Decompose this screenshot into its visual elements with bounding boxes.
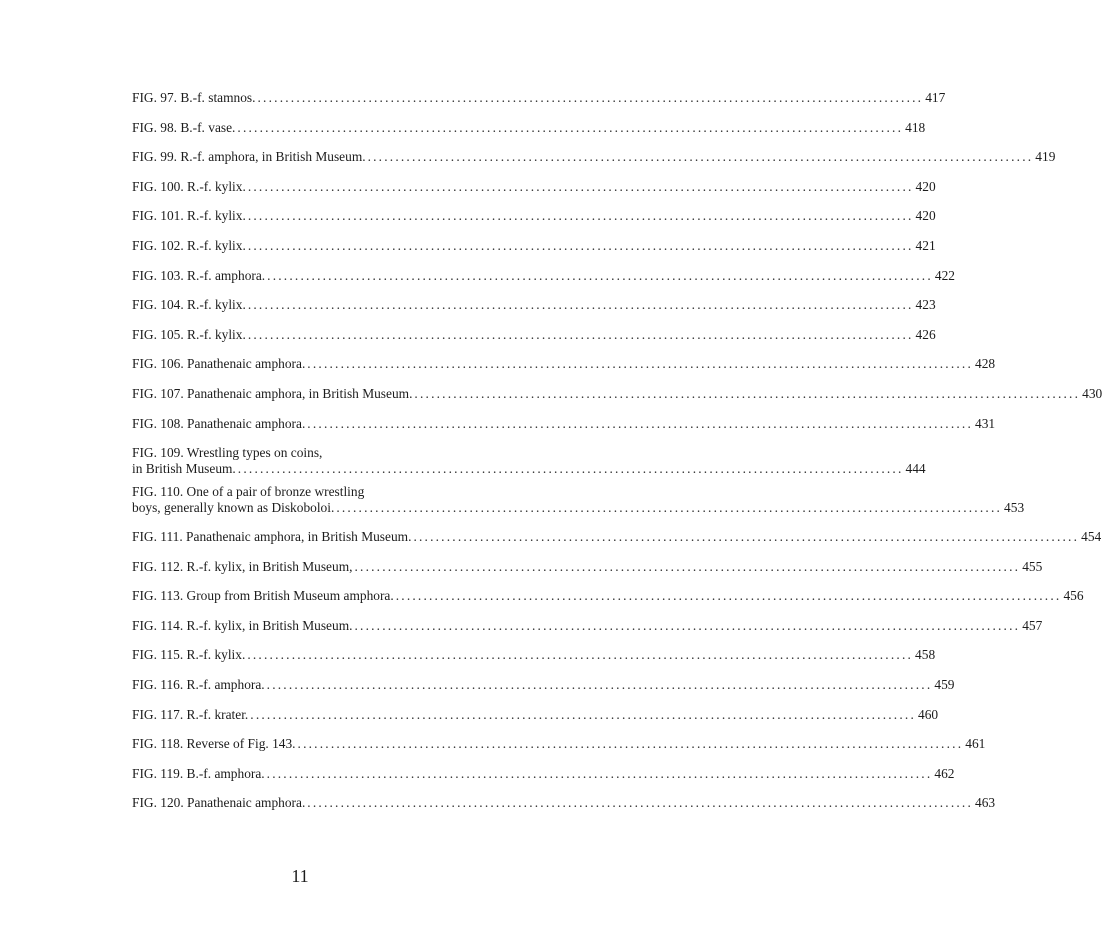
leader-dots: ........................................................................................................................ bbox=[250, 706, 916, 722]
list-of-figures bbox=[132, 90, 1102, 811]
page-number: 418 bbox=[905, 119, 926, 135]
toc-entry-fig-106 bbox=[132, 356, 996, 372]
entry-title: FIG. 107. Panathenaic amphora, in British Museum. bbox=[132, 385, 413, 401]
entry-title: FIG. 102. R.-f. kylix. bbox=[132, 237, 246, 253]
leader-dots: ........................................................................................................................ bbox=[267, 267, 933, 283]
entry-title: FIG. 111. Panathenaic amphora, in British Museum. bbox=[132, 529, 412, 545]
page-number: 453 bbox=[1004, 499, 1025, 515]
toc-entry-fig-100 bbox=[132, 178, 936, 195]
toc-entry-fig-116 bbox=[132, 677, 955, 693]
page-number: 428 bbox=[975, 356, 996, 372]
toc-entry-fig-120 bbox=[132, 795, 996, 811]
page-number: 420 bbox=[915, 208, 936, 224]
leader-dots: ........................................................................................................................ bbox=[247, 297, 914, 313]
leader-dots: ........................................................................................................................ bbox=[367, 149, 1034, 165]
page-number: 420 bbox=[915, 178, 936, 194]
entry-title-line-1: FIG. 109. Wrestling types on coins, bbox=[132, 445, 323, 461]
toc-entry-fig-102 bbox=[132, 237, 936, 254]
page-folio-number: 11 bbox=[291, 866, 309, 886]
entry-title: FIG. 120. Panathenaic amphora. bbox=[132, 795, 306, 811]
entry-title: FIG. 112. R.-f. kylix, in British Museum, bbox=[132, 558, 353, 574]
entry-title: FIG. 97. B.-f. stamnos. bbox=[132, 90, 256, 105]
entry-title: FIG. 114. R.-f. kylix, in British Museum. bbox=[132, 617, 353, 633]
entry-title: FIG. 115. R.-f. kylix. bbox=[132, 647, 246, 663]
leader-dots: ........................................................................................................................ bbox=[237, 119, 904, 135]
page-number: 422 bbox=[934, 267, 955, 283]
leader-dots: ........................................................................................................................ bbox=[395, 588, 1062, 604]
entry-title: FIG. 108. Panathenaic amphora. bbox=[132, 415, 306, 431]
leader-dots: ........................................................................................................................ bbox=[307, 795, 974, 811]
entry-title: FIG. 99. R.-f. amphora, in British Museum. bbox=[132, 149, 366, 165]
toc-entry-fig-118 bbox=[132, 736, 986, 752]
entry-title: FIG. 117. R.-f. krater. bbox=[132, 706, 249, 722]
page-number: 460 bbox=[918, 706, 939, 722]
page-number: 455 bbox=[1022, 558, 1043, 574]
page-number: 430 bbox=[1082, 385, 1102, 401]
toc-entry-fig-117 bbox=[132, 706, 939, 723]
toc-entry-fig-108 bbox=[132, 415, 996, 432]
entry-title: FIG. 100. R.-f. kylix. bbox=[132, 178, 246, 194]
toc-entry-fig-114 bbox=[132, 617, 1043, 634]
leader-dots: ........................................................................................................................ bbox=[307, 415, 974, 431]
leader-dots: ........................................................................................................................ bbox=[247, 237, 914, 253]
page-number: 462 bbox=[934, 765, 955, 781]
page-number: 444 bbox=[905, 461, 926, 477]
leader-dots: ........................................................................................................................ bbox=[336, 499, 1003, 515]
toc-entry-fig-107 bbox=[132, 385, 1102, 402]
page-number: 457 bbox=[1022, 617, 1043, 633]
entry-title: FIG. 101. R.-f. kylix. bbox=[132, 208, 246, 224]
toc-entry-fig-112 bbox=[132, 558, 1043, 575]
entry-title: FIG. 103. R.-f. amphora. bbox=[132, 267, 266, 283]
leader-dots: ........................................................................................................................ bbox=[354, 617, 1021, 633]
toc-entry-fig-104 bbox=[132, 297, 936, 313]
leader-dots: ........................................................................................................................ bbox=[247, 178, 914, 194]
entry-title: FIG. 105. R.-f. kylix. bbox=[132, 326, 246, 342]
leader-dots: ........................................................................................................................ bbox=[266, 765, 933, 781]
entry-title: FIG. 119. B.-f. amphora. bbox=[132, 765, 265, 781]
toc-entry-fig-101 bbox=[132, 208, 936, 224]
leader-dots: ........................................................................................................................ bbox=[237, 461, 904, 477]
entry-title: FIG. 118. Reverse of Fig. 143. bbox=[132, 736, 296, 752]
page-number: 463 bbox=[975, 795, 996, 811]
toc-entry-fig-99 bbox=[132, 149, 1056, 165]
toc-entry-fig-113 bbox=[132, 588, 1084, 604]
leader-dots: ........................................................................................................................ bbox=[307, 356, 974, 372]
leader-dots: ........................................................................................................................ bbox=[247, 647, 914, 663]
page-number: 417 bbox=[925, 90, 946, 105]
entry-title: FIG. 104. R.-f. kylix. bbox=[132, 297, 246, 313]
page-number: 419 bbox=[1035, 149, 1056, 165]
entry-title: FIG. 98. B.-f. vase. bbox=[132, 119, 236, 135]
page-number: 461 bbox=[965, 736, 986, 752]
entry-title-line-1: FIG. 110. One of a pair of bronze wrestling bbox=[132, 483, 365, 499]
toc-entry-fig-97 bbox=[132, 90, 946, 106]
leader-dots: ........................................................................................................................ bbox=[413, 529, 1080, 545]
entry-title: FIG. 113. Group from British Museum amphora. bbox=[132, 588, 394, 604]
leader-dots: ........................................................................................................................ bbox=[297, 736, 964, 752]
toc-entry-fig-110 bbox=[132, 483, 1025, 516]
page-number: 458 bbox=[915, 647, 936, 663]
page-number: 426 bbox=[915, 326, 936, 342]
leader-dots: ........................................................................................................................ bbox=[354, 558, 1021, 574]
page-number: 454 bbox=[1081, 529, 1102, 545]
entry-title: FIG. 106. Panathenaic amphora. bbox=[132, 356, 306, 372]
leader-dots: ........................................................................................................................ bbox=[257, 90, 924, 105]
leader-dots: ........................................................................................................................ bbox=[266, 677, 933, 693]
leader-dots: ........................................................................................................................ bbox=[247, 326, 914, 342]
toc-entry-fig-98 bbox=[132, 119, 926, 136]
leader-dots: ........................................................................................................................ bbox=[414, 385, 1081, 401]
page-number: 421 bbox=[915, 237, 936, 253]
leader-dots: ........................................................................................................................ bbox=[247, 208, 914, 224]
page-number: 423 bbox=[915, 297, 936, 313]
toc-entry-fig-119 bbox=[132, 765, 955, 782]
toc-entry-fig-115 bbox=[132, 647, 936, 663]
toc-entry-fig-111 bbox=[132, 529, 1102, 545]
toc-entry-fig-109 bbox=[132, 445, 926, 477]
page-number: 431 bbox=[975, 415, 996, 431]
entry-title-line-2: in British Museum. bbox=[132, 461, 236, 477]
page-number: 459 bbox=[934, 677, 955, 693]
toc-entry-fig-103 bbox=[132, 267, 955, 284]
entry-title: FIG. 116. R.-f. amphora. bbox=[132, 677, 265, 693]
toc-entry-fig-105 bbox=[132, 326, 936, 343]
page-number: 456 bbox=[1063, 588, 1084, 604]
entry-title-line-2: boys, generally known as Diskoboloi. bbox=[132, 499, 335, 515]
